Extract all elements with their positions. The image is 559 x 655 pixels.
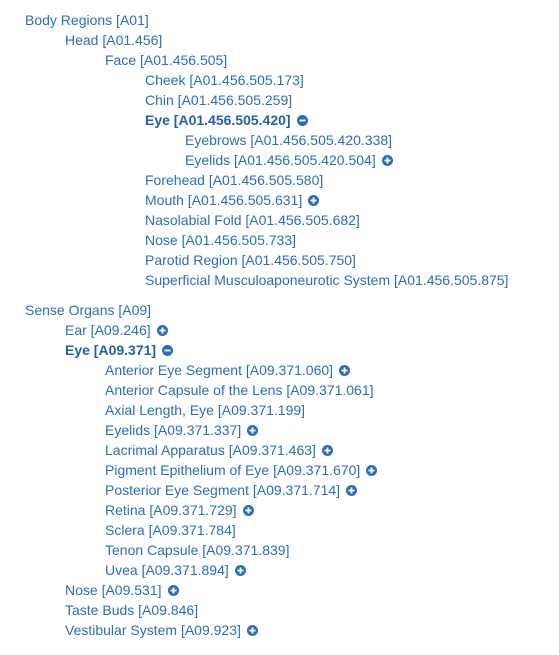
tree-node — [25, 340, 559, 360]
tree-node-link[interactable]: Cheek [A01.456.505.173] — [145, 72, 304, 88]
tree-node — [25, 230, 559, 250]
plus-circle-icon[interactable] — [243, 505, 254, 516]
tree-node — [25, 30, 559, 50]
tree-node-link[interactable]: Eye [A09.371] — [65, 342, 157, 358]
tree-node — [25, 70, 559, 90]
tree-node — [25, 580, 559, 600]
tree-node-link[interactable]: Body Regions [A01] — [25, 12, 149, 28]
tree-node — [25, 300, 559, 320]
tree-node — [25, 210, 559, 230]
tree-node-link[interactable]: Mouth [A01.456.505.631] — [145, 192, 303, 208]
tree-node-link[interactable]: Parotid Region [A01.456.505.750] — [145, 252, 356, 268]
tree-node-link[interactable]: Ear [A09.246] — [65, 322, 151, 338]
tree-node — [25, 620, 559, 640]
tree-node-link[interactable]: Eyebrows [A01.456.505.420.338] — [185, 132, 393, 148]
tree-node — [25, 440, 559, 460]
tree-node-link[interactable]: Retina [A09.371.729] — [105, 502, 237, 518]
tree-node-link[interactable]: Forehead [A01.456.505.580] — [145, 172, 324, 188]
tree-node-link[interactable]: Pigment Epithelium of Eye [A09.371.670] — [105, 462, 361, 478]
tree-node-link[interactable]: Eyelids [A01.456.505.420.504] — [185, 152, 376, 168]
tree-node-link[interactable]: Face [A01.456.505] — [105, 52, 228, 68]
tree-node — [25, 380, 559, 400]
tree-node — [25, 130, 559, 150]
tree-node — [25, 560, 559, 580]
tree-node — [25, 90, 559, 110]
tree-node — [25, 460, 559, 480]
tree-node — [25, 10, 559, 30]
minus-circle-icon[interactable] — [297, 115, 308, 126]
tree-node-link[interactable]: Head [A01.456] — [65, 32, 163, 48]
plus-circle-icon[interactable] — [235, 565, 246, 576]
tree-node — [25, 540, 559, 560]
tree-node — [25, 400, 559, 420]
plus-circle-icon[interactable] — [157, 325, 168, 336]
tree-node-link[interactable]: Uvea [A09.371.894] — [105, 562, 229, 578]
tree-node-link[interactable]: Sclera [A09.371.784] — [105, 522, 236, 538]
plus-circle-icon[interactable] — [308, 195, 319, 206]
tree-node — [25, 480, 559, 500]
tree-node — [25, 250, 559, 270]
tree-node-link[interactable]: Chin [A01.456.505.259] — [145, 92, 293, 108]
tree-node — [25, 170, 559, 190]
tree-node-link[interactable]: Eye [A01.456.505.420] — [145, 112, 291, 128]
tree-node — [25, 150, 559, 170]
tree-node — [25, 320, 559, 340]
tree-node-link[interactable]: Posterior Eye Segment [A09.371.714] — [105, 482, 341, 498]
tree-node-link[interactable]: Nasolabial Fold [A01.456.505.682] — [145, 212, 360, 228]
tree-node-link[interactable]: Superficial Musculoaponeurotic System [A01.456.505.875] — [145, 272, 509, 288]
tree-node — [25, 50, 559, 70]
tree-node-link[interactable]: Axial Length, Eye [A09.371.199] — [105, 402, 306, 418]
tree-node-link[interactable]: Eyelids [A09.371.337] — [105, 422, 242, 438]
tree-node-link[interactable]: Taste Buds [A09.846] — [65, 602, 199, 618]
tree-node — [25, 420, 559, 440]
plus-circle-icon[interactable] — [247, 625, 258, 636]
plus-circle-icon[interactable] — [322, 445, 333, 456]
tree-node-link[interactable]: Anterior Eye Segment [A09.371.060] — [105, 362, 334, 378]
tree-node — [25, 270, 559, 290]
tree-node — [25, 190, 559, 210]
plus-circle-icon[interactable] — [168, 585, 179, 596]
tree-node — [25, 520, 559, 540]
tree-node-link[interactable]: Tenon Capsule [A09.371.839] — [105, 542, 290, 558]
tree-node — [25, 500, 559, 520]
tree-node-link[interactable]: Nose [A09.531] — [65, 582, 162, 598]
tree-node-link[interactable]: Sense Organs [A09] — [25, 302, 152, 318]
plus-circle-icon[interactable] — [346, 485, 357, 496]
tree-node-link[interactable]: Lacrimal Apparatus [A09.371.463] — [105, 442, 316, 458]
plus-circle-icon[interactable] — [382, 155, 393, 166]
tree-node-link[interactable]: Vestibular System [A09.923] — [65, 622, 241, 638]
tree-node — [25, 600, 559, 620]
tree-node — [25, 360, 559, 380]
tree-node-link[interactable]: Anterior Capsule of the Lens [A09.371.061] — [105, 382, 374, 398]
plus-circle-icon[interactable] — [247, 425, 258, 436]
plus-circle-icon[interactable] — [339, 365, 350, 376]
plus-circle-icon[interactable] — [366, 465, 377, 476]
tree-node-link[interactable]: Nose [A01.456.505.733] — [145, 232, 297, 248]
minus-circle-icon[interactable] — [162, 345, 173, 356]
tree-node — [25, 110, 559, 130]
